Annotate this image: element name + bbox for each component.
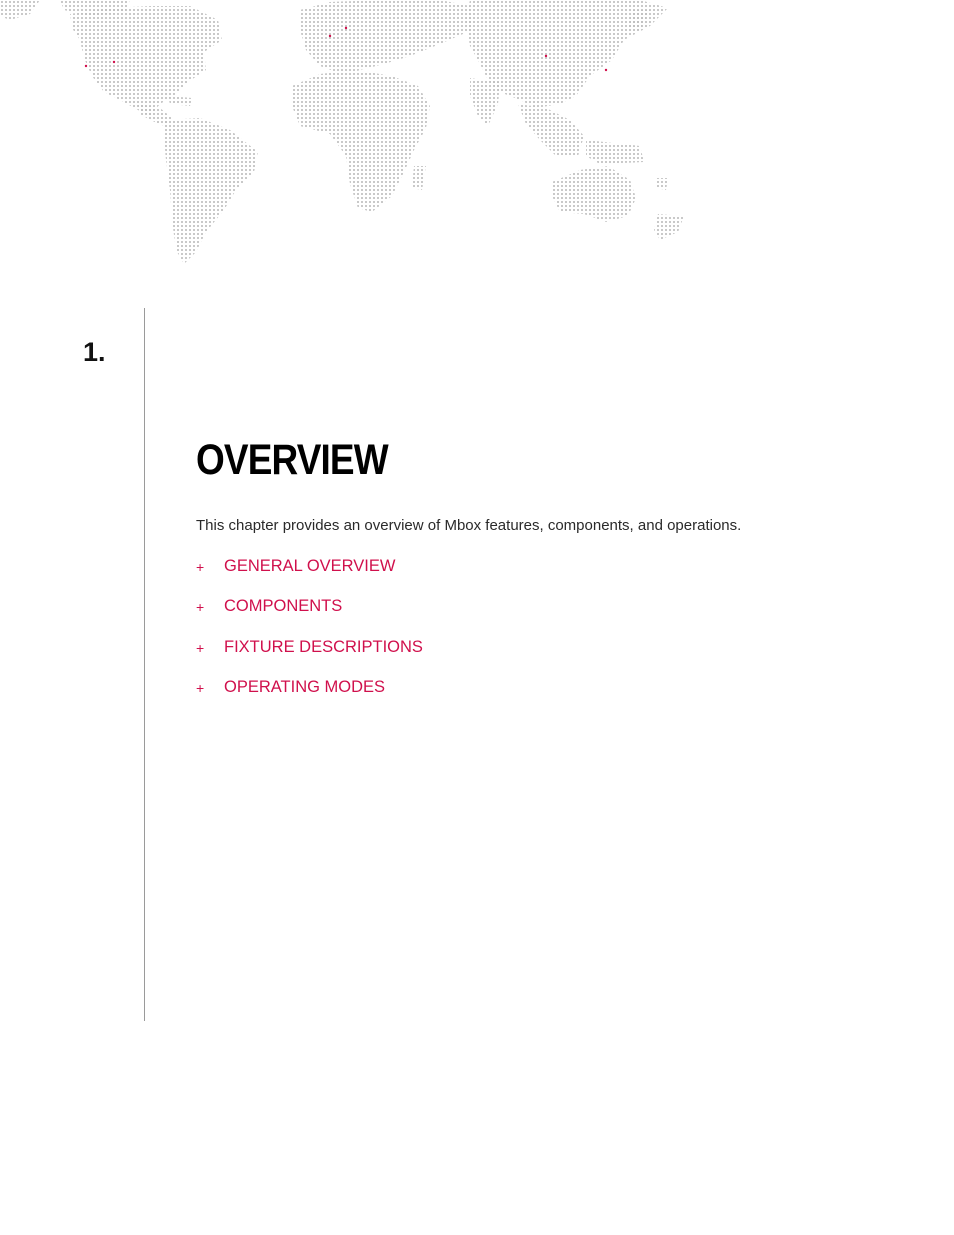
- toc-item-fixture-descriptions: [196, 636, 423, 676]
- plus-bullet-icon: +: [196, 599, 205, 616]
- south-america-shape: [164, 118, 258, 264]
- chapter-title: OVERVIEW: [196, 436, 388, 484]
- caribbean-shape: [168, 96, 192, 106]
- indonesia-shape: [586, 140, 644, 164]
- chapter-intro: This chapter provides an overview of Mbox features, components, and operations.: [196, 517, 742, 534]
- plus-bullet-icon: +: [196, 559, 205, 575]
- europe-shape: [300, 0, 472, 72]
- toc-link-components[interactable]: COMPONENTS: [224, 597, 343, 616]
- toc-item-components: [196, 595, 423, 635]
- toc-item-general-overview: [196, 555, 423, 595]
- chapter-divider-rule: [144, 308, 145, 1021]
- africa-shape: [292, 70, 430, 212]
- plus-bullet-icon: +: [196, 639, 205, 656]
- new-zealand-shape: [654, 178, 684, 240]
- plus-bullet-icon: +: [196, 679, 205, 696]
- north-america-shape: [70, 6, 222, 116]
- toc-item-operating-modes: [196, 676, 423, 716]
- india-shape: [470, 78, 500, 126]
- madagascar-shape: [412, 166, 426, 190]
- toc-link-general-overview[interactable]: GENERAL OVERVIEW: [224, 557, 396, 575]
- chapter-number: 1.: [83, 337, 106, 367]
- greenland-fragment: [0, 0, 40, 20]
- southeast-asia-shape: [518, 104, 584, 156]
- chapter-toc: [196, 555, 423, 716]
- australia-shape: [552, 166, 636, 222]
- toc-link-operating-modes[interactable]: OPERATING MODES: [224, 677, 386, 696]
- world-map-graphic: [0, 0, 700, 270]
- toc-link-fixture-descriptions[interactable]: FIXTURE DESCRIPTIONS: [224, 637, 423, 656]
